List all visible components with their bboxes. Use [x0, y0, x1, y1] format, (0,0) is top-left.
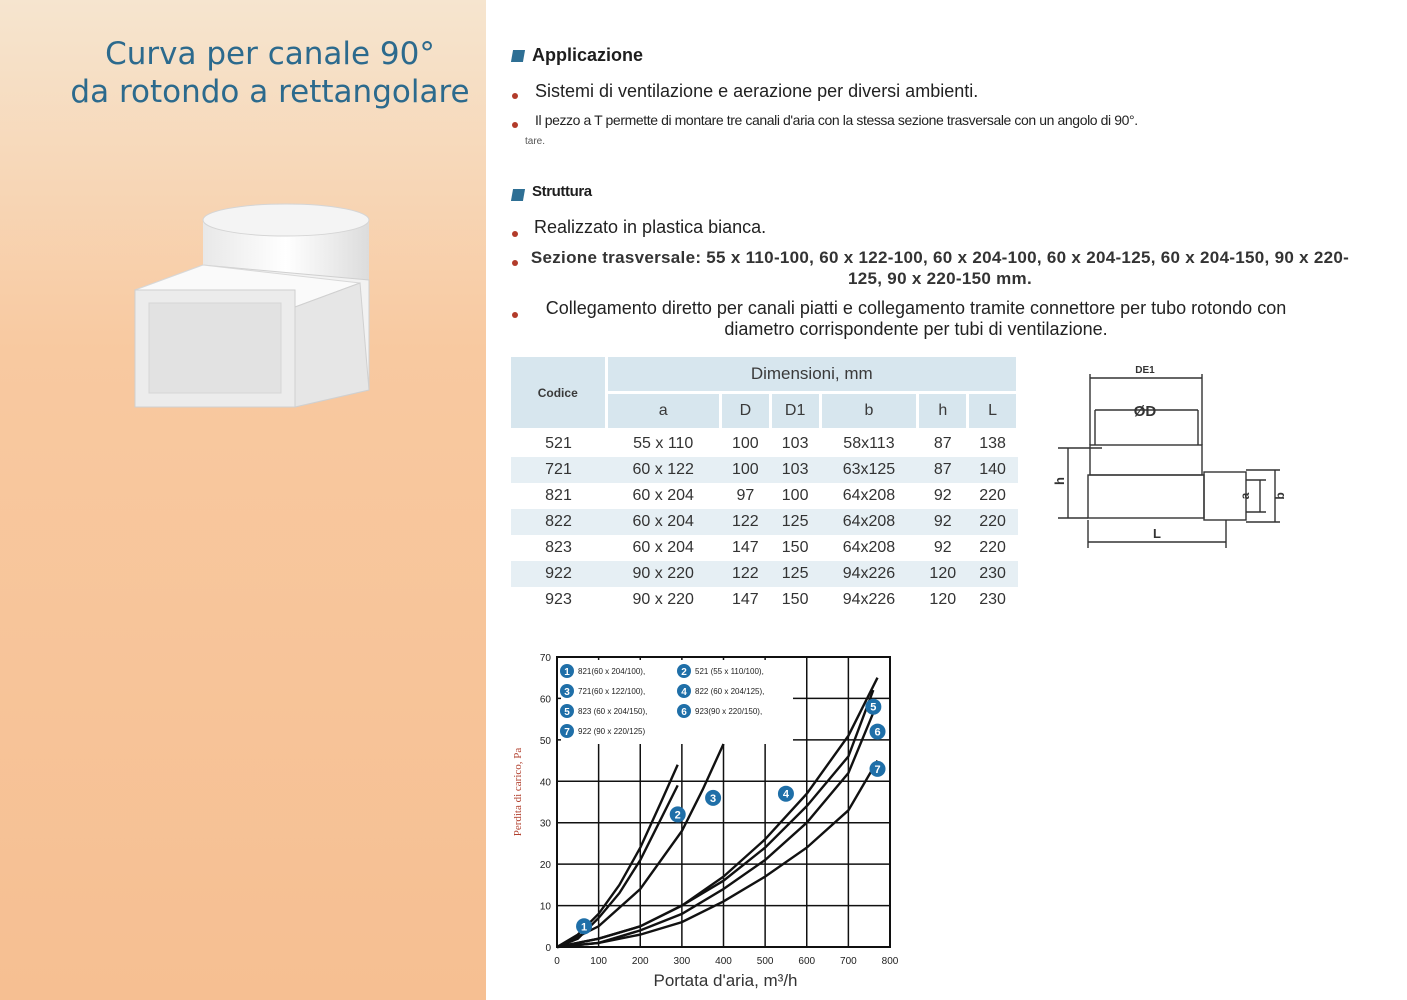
dimensions-table	[511, 357, 1019, 613]
application-heading: Applicazione	[532, 45, 644, 65]
chart-xtick-label: 400	[715, 956, 732, 967]
chart-ytick-label: 60	[539, 694, 551, 706]
chart-series-marker-label: 4	[782, 788, 789, 801]
structure-heading: Struttura	[532, 183, 592, 200]
chart-xtick-label: 200	[631, 956, 649, 967]
table-cell: 55 x 110	[633, 435, 694, 452]
chart-legend-entry: 923(90 x 220/150),	[695, 707, 763, 716]
chart-legend-marker-label: 7	[564, 727, 570, 738]
table-row	[511, 457, 1018, 483]
chart-xtick-label: 600	[798, 956, 816, 967]
table-cell: 922	[511, 561, 606, 587]
chart-legend-marker-label: 4	[681, 687, 687, 698]
chart-ytick-label: 20	[539, 860, 551, 872]
table-cell: 220	[968, 509, 1018, 535]
chart-legend-entry: 823 (60 x 204/150),	[578, 707, 648, 716]
table-row	[511, 561, 1018, 587]
table-cell: 823	[545, 539, 572, 556]
left-panel	[0, 0, 486, 1000]
chart-xlabel: Portata d'aria, m³/h	[653, 971, 798, 990]
table-cell: 125	[770, 509, 820, 535]
table-cell: 821	[545, 487, 572, 504]
table-row	[511, 587, 1018, 613]
pressure-loss-chart	[505, 645, 925, 995]
table-cell: 125	[770, 561, 820, 587]
chart-xtick-label: 800	[881, 956, 899, 967]
chart-xtick-label: 300	[673, 956, 691, 967]
table-cell: 92	[933, 487, 952, 504]
bullet	[512, 93, 518, 99]
table-cell: 92	[933, 539, 952, 556]
drawing-label-de1: DE1	[1135, 365, 1155, 376]
chart-series-marker-label: 2	[674, 809, 681, 822]
table-cell: 63x125	[820, 457, 918, 483]
structure-item-1: Realizzato in plastica bianca.	[534, 217, 767, 237]
chart-series-marker-label: 7	[874, 763, 881, 776]
section-icon	[511, 189, 525, 201]
table-cell: 923	[545, 591, 572, 608]
bullet	[512, 231, 518, 237]
section-icon	[511, 50, 525, 62]
table-cell: 230	[979, 591, 1006, 608]
table-cell: 60 x 204	[632, 487, 694, 504]
chart-ytick-label: 10	[539, 901, 551, 913]
table-cell: 140	[968, 457, 1018, 483]
table-cell: 120	[929, 591, 957, 608]
table-cell: 122	[720, 509, 770, 535]
table-cell: 97	[736, 487, 755, 504]
table-cell: 60 x 122	[606, 457, 720, 483]
table-cell: 147	[731, 539, 759, 556]
table-cell: 521	[545, 435, 572, 452]
technical-drawing	[1040, 360, 1300, 560]
bullet	[512, 122, 518, 128]
table-cell: 94x226	[820, 561, 918, 587]
chart-legend-marker-label: 1	[564, 667, 570, 678]
chart-legend-marker-label: 2	[681, 667, 687, 678]
drawing-label-a: a	[1238, 492, 1252, 500]
chart-legend-entry: 922 (90 x 220/125)	[578, 727, 646, 736]
table-col-header: D1	[770, 393, 820, 430]
table-cell: 120	[918, 561, 968, 587]
table-row	[511, 483, 1018, 509]
table-cell: 122	[720, 561, 770, 587]
text-fragment: tare.	[525, 136, 546, 147]
table-cell: 60 x 204	[606, 509, 720, 535]
table-cell: 220	[979, 539, 1006, 556]
chart-series-marker-label: 3	[710, 792, 717, 805]
table-cell: 103	[770, 457, 820, 483]
chart-xtick-label: 100	[590, 956, 607, 967]
table-cell: 822	[511, 509, 606, 535]
page-title-line2: da rotondo a rettangolare	[70, 74, 470, 110]
table-cell: 90 x 220	[632, 591, 694, 608]
chart-legend-entry: 821(60 x 204/100),	[578, 667, 646, 676]
chart-legend-marker-label: 6	[681, 707, 687, 718]
table-cell: 87	[918, 457, 968, 483]
table-cell: 150	[781, 539, 809, 556]
table-cell: 64x208	[842, 539, 896, 556]
table-cell: 94x226	[842, 591, 896, 608]
table-row	[511, 535, 1018, 561]
table-header-dimensions: Dimensioni, mm	[606, 357, 1018, 393]
table-cell: 100	[720, 457, 770, 483]
table-cell: 60 x 204	[632, 539, 694, 556]
table-col-header: b	[820, 393, 918, 430]
table-col-header: h	[918, 393, 968, 430]
structure-item-3: Collegamento diretto per canali piatti e collegamento tramite connettore per tubo rotondo con diametro corrispondente per tubi di ventilazione.	[545, 298, 1287, 339]
table-col-header: a	[606, 393, 720, 430]
table-col-header: D	[720, 393, 770, 430]
chart-legend-marker-label: 3	[564, 687, 570, 698]
chart-xtick-label: 0	[554, 956, 560, 967]
table-cell: 64x208	[842, 487, 896, 504]
chart-series-marker-label: 1	[580, 921, 588, 934]
chart-ytick-label: 40	[539, 777, 551, 789]
drawing-label-d: ØD	[1133, 403, 1157, 420]
table-row	[511, 430, 1018, 458]
table-cell: 100	[731, 435, 759, 452]
table-cell: 64x208	[820, 509, 918, 535]
table-col-header: L	[968, 393, 1018, 430]
chart-legend-entry: 822 (60 x 204/125),	[695, 687, 765, 696]
table-cell: 147	[731, 591, 759, 608]
table-row	[511, 509, 1018, 535]
product-image	[125, 195, 380, 420]
chart-series-marker-label: 6	[874, 726, 881, 739]
table-cell: 721	[511, 457, 606, 483]
chart-legend-entry: 521 (55 x 110/100),	[695, 667, 764, 676]
chart-ylabel: Perdita di carico, Pa	[512, 747, 524, 837]
chart-legend-entry: 721(60 x 122/100),	[578, 687, 646, 696]
table-cell: 220	[979, 487, 1006, 504]
chart-xtick-label: 700	[840, 956, 857, 967]
application-item-2: Il pezzo a T permette di montare tre canali d'aria con la stessa sezione trasversale con un angolo di 90°.	[535, 112, 1138, 128]
page-title-line1: Curva per canale 90°	[105, 36, 435, 72]
chart-ytick-label: 30	[539, 818, 551, 830]
drawing-label-b: b	[1273, 492, 1287, 500]
table-cell: 230	[968, 561, 1018, 587]
structure-item-2: Sezione trasversale: 55 x 110-100, 60 x 122-100, 60 x 204-100, 60 x 204-125, 60 x 204-150, 90 x 220-125, 90 x 220-150 mm.	[530, 248, 1350, 288]
chart-series-marker-label: 5	[870, 701, 877, 714]
chart-ytick-label: 50	[539, 735, 551, 747]
chart-legend-marker-label: 5	[564, 707, 570, 718]
drawing-label-l: L	[1153, 526, 1161, 541]
chart-ytick-label: 70	[539, 653, 551, 664]
table-header-code: Codice	[511, 357, 606, 430]
table-cell: 103	[781, 435, 809, 452]
table-cell: 90 x 220	[606, 561, 720, 587]
drawing-label-h: h	[1052, 477, 1067, 485]
table-cell: 138	[979, 435, 1006, 452]
table-cell: 58x113	[843, 435, 895, 452]
application-item-1: Sistemi di ventilazione e aerazione per diversi ambienti.	[535, 81, 979, 101]
table-cell: 100	[781, 487, 809, 504]
chart-xtick-label: 500	[756, 956, 774, 967]
table-cell: 150	[781, 591, 809, 608]
table-cell: 92	[918, 509, 968, 535]
table-cell: 87	[933, 435, 952, 452]
chart-ytick-label: 0	[545, 943, 551, 954]
